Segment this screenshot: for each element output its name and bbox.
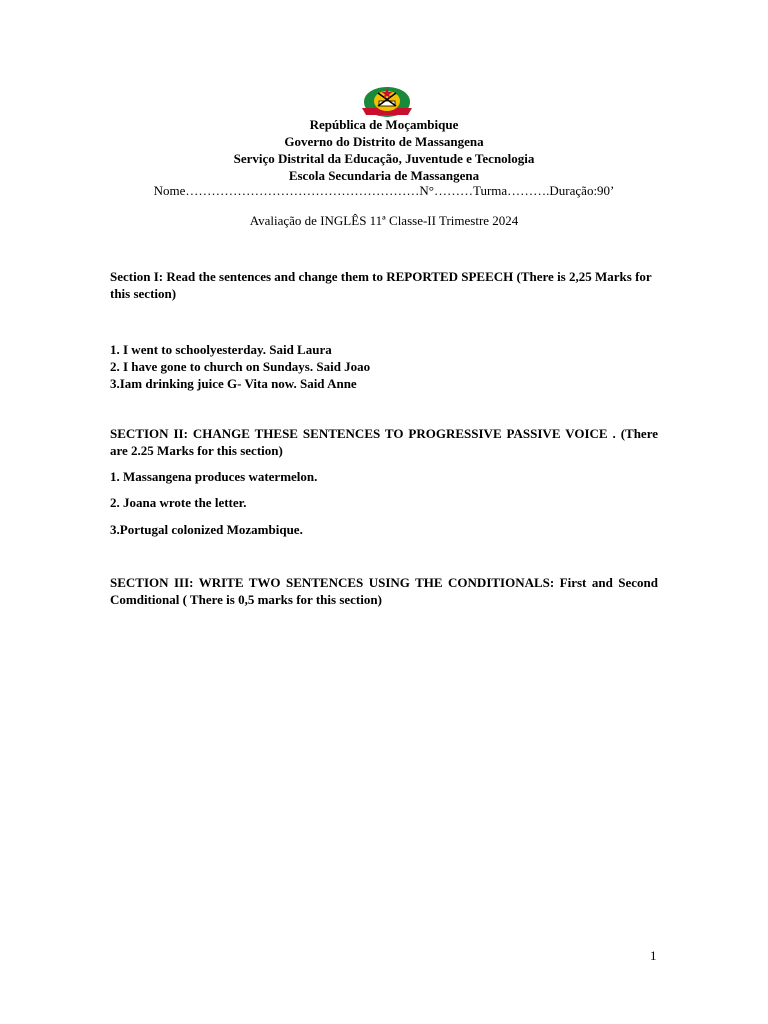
- evaluation-title: Avaliação de INGLÊS 11ª Classe-II Trimestre 2024: [249, 213, 519, 228]
- list-item: 1. Massangena produces watermelon.: [110, 469, 318, 484]
- mozambique-emblem-icon: [358, 86, 416, 118]
- section1-heading-text: Section I: Read the sentences and change them to REPORTED SPEECH (There is 2,25 Marks for this section): [110, 269, 652, 301]
- section2-item-2: [110, 494, 658, 511]
- list-item: 3.Portugal colonized Mozambique.: [110, 522, 303, 537]
- header-government: Governo do Distrito de Massangena: [284, 134, 484, 149]
- page-number: 1: [650, 948, 657, 963]
- school-header: [0, 116, 768, 184]
- section2-heading-text: SECTION II: CHANGE THESE SENTENCES TO PROGRESSIVE PASSIVE VOICE . (There are 2.25 Marks for this section): [110, 426, 658, 458]
- section1-heading: [110, 268, 658, 302]
- list-item: 3.Iam drinking juice G- Vita now. Said Anne: [110, 376, 357, 391]
- section2-heading: [110, 425, 658, 459]
- list-item: 2. I have gone to church on Sundays. Said Joao: [110, 359, 371, 374]
- list-item: 1. I went to schoolyesterday. Said Laura: [110, 342, 332, 357]
- section3-heading: [110, 574, 658, 608]
- section2-item-3: [110, 521, 658, 538]
- header-country: República de Moçambique: [309, 117, 459, 132]
- list-item: 2. Joana wrote the letter.: [110, 495, 247, 510]
- section1-list: [110, 341, 658, 392]
- header-service: Serviço Distrital da Educação, Juventude e Tecnologia: [233, 151, 535, 166]
- header-school: Escola Secundaria de Massangena: [288, 168, 480, 183]
- section3-heading-text: SECTION III: WRITE TWO SENTENCES USING THE CONDITIONALS: First and Second Comditional ( There is 0,5 marks for this section): [110, 575, 658, 607]
- student-form-line: Nome………………………………………………N°………Turma……….Duração:90’: [153, 183, 615, 198]
- section2-item-1: [110, 468, 658, 485]
